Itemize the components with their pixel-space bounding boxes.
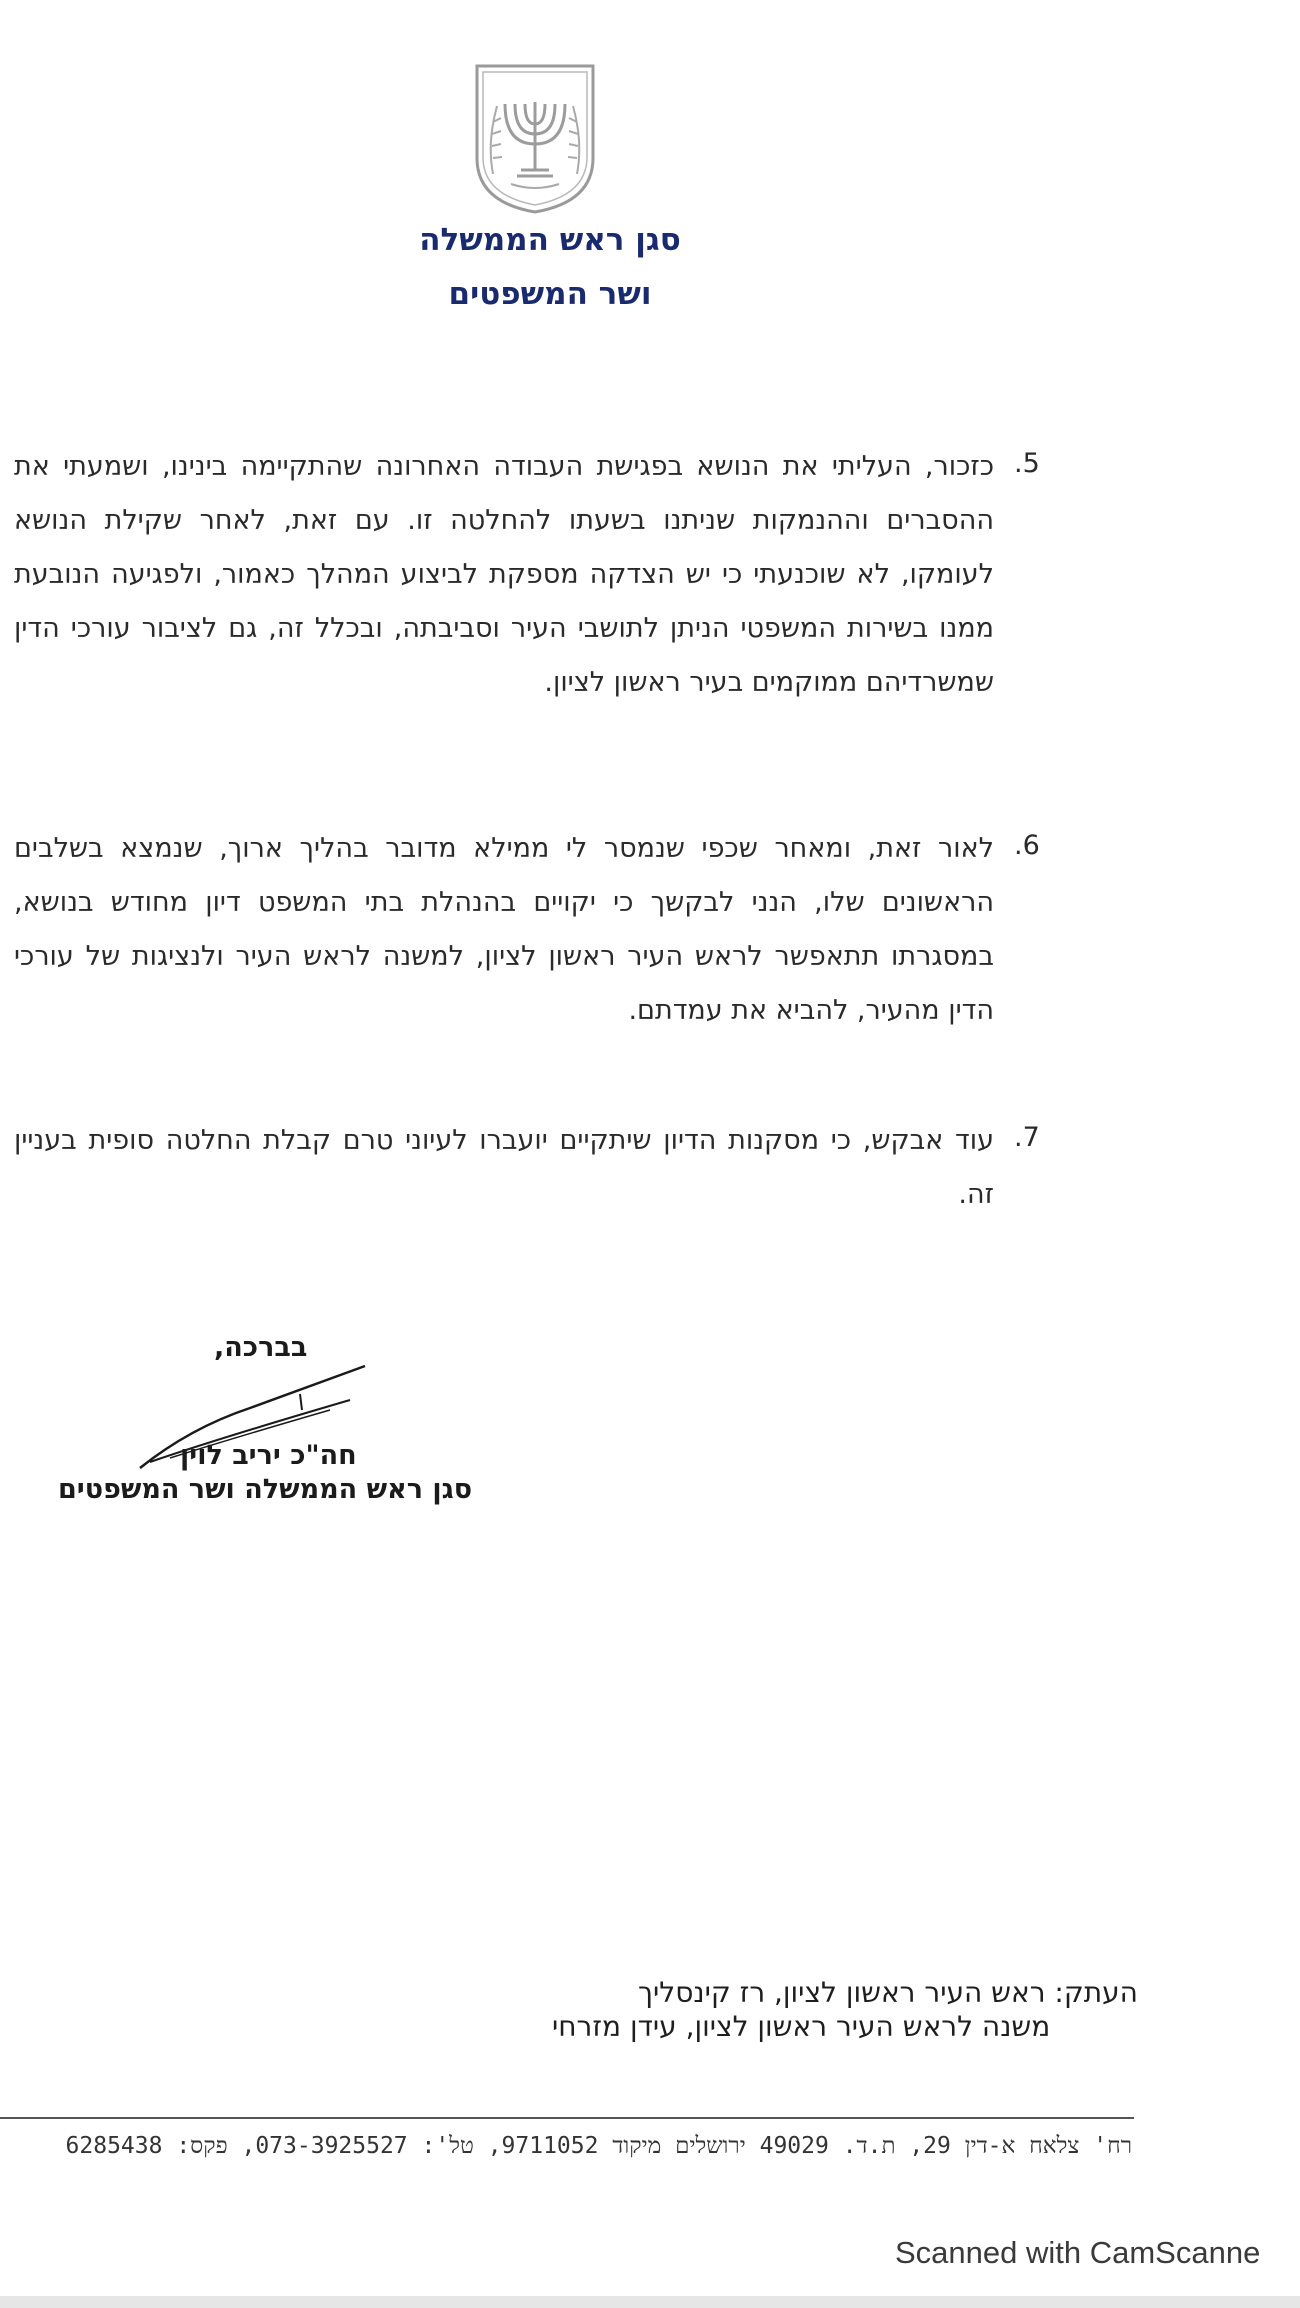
paragraph-7: עוד אבקש, כי מסקנות הדיון שיתקיים יועברו לעיוני טרם קבלת החלטה סופית בעניין זה. (14, 1125, 994, 1210)
paragraph-number: .5 (1014, 448, 1040, 479)
footer-divider (0, 2117, 1134, 2119)
paragraph-number: .7 (1014, 1122, 1040, 1153)
header-subtitle: ושר המשפטים (448, 276, 652, 312)
scanner-watermark: Scanned with CamScanne (895, 2235, 1261, 2270)
header-title: סגן ראש הממשלה (419, 222, 681, 258)
paragraph-5: כזכור, העליתי את הנושא בפגישת העבודה האחרונה שהתקיימה בינינו, ושמעתי את ההסברים וההנמקות שניתנו בשעתו להחלטה זו. עם זאת, לאחר שקילת הנושא לעומקו, לא שוכנעתי כי יש הצדקה מספקת לביצוע המהלך כאמור, ולפגיעה הנובעת ממנו בשירות המשפטי הניתן לתושבי העיר וסביבתה, ובכלל זה, גם לציבור עורכי הדין שמשרדיהם ממוקמים בעיר ראשון לציון. (14, 451, 994, 698)
signer-name: חה"כ יריב לוין (180, 1440, 357, 1471)
paragraph-6: לאור זאת, ומאחר שכפי שנמסר לי ממילא מדובר בהליך ארוך, שנמצא בשלבים הראשונים שלו, הנני לבקשך כי יקויים בהנהלת בתי המשפט דיון מחודש בנושא, במסגרתו תתאפשר לראש העיר ראשון לציון, למשנה לראש העיר ולנציגות של עורכי הדין מהעיר, להביא את עמדתם. (14, 833, 994, 1026)
cc-line-1: העתק: ראש העיר ראשון לציון, רז קינסליך (638, 1976, 1138, 2009)
paragraph-number: .6 (1014, 830, 1040, 861)
state-emblem-icon (471, 62, 599, 214)
cc-line-2: משנה לראש העיר ראשון לציון, עידן מזרחי (552, 2010, 1051, 2043)
bottom-edge (0, 2296, 1300, 2308)
signer-title: סגן ראש הממשלה ושר המשפטים (58, 1474, 473, 1505)
footer-address: רח' צלאח א-דין 29, ת.ד. 49029 ירושלים מיקוד 9711052, טל': 073-3925527, פקס: 6285438 (65, 2133, 1132, 2159)
closing: בברכה, (214, 1332, 308, 1363)
